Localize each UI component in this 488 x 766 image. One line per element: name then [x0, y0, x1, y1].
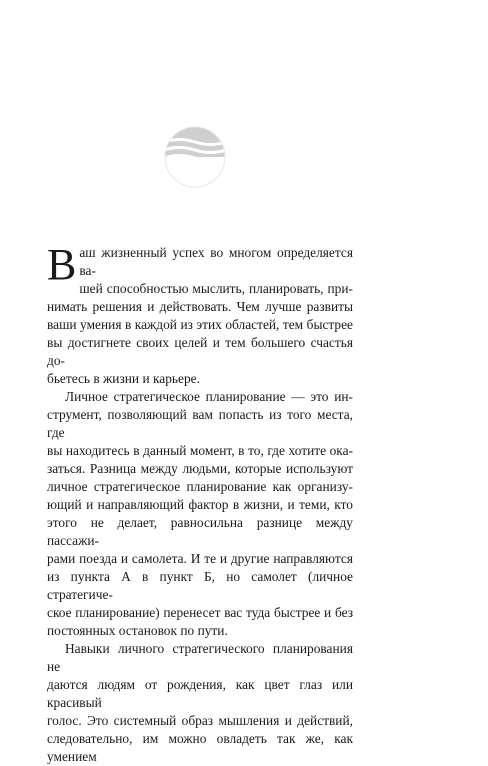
body-text [47, 240, 353, 766]
text-line: голос. Это системный образ мышления и действий, [47, 713, 353, 728]
text-line: личное стратегическое планирование как организу- [47, 479, 353, 494]
text-line: даются людям от рождения, как цвет глаз или красивый [47, 677, 353, 710]
text-line: струмент, позволяющий вам попасть из того места, где [47, 407, 353, 440]
text-line: постоянных остановок по пути. [47, 623, 228, 638]
text-line: аш жизненный успех во многом определяется ва- [79, 245, 353, 278]
text-line: ское планирование) перенесет вас туда быстрее и без [47, 605, 353, 620]
text-line: ваши умения в каждой из этих областей, тем быстрее [47, 317, 353, 332]
paragraph-1 [47, 240, 353, 388]
text-line: следовательно, им можно овладеть так же, как умением [47, 731, 353, 764]
text-line: бьетесь в жизни и карьере. [47, 371, 200, 386]
text-line: Навыки личного стратегического планирования не [47, 641, 353, 674]
drop-cap: В [47, 240, 77, 289]
text-line: рами поезда и самолета. И те и другие направляются [47, 551, 353, 566]
text-line: заться. Разница между людьми, которые используют [47, 461, 353, 476]
text-line: вы достигнете своих целей и тем большего счастья до- [47, 335, 353, 368]
paragraph-2 [47, 388, 353, 640]
wave-circle-icon [164, 126, 226, 188]
text-line: этого не делает, равносильна разнице между пассажи- [47, 515, 353, 548]
text-line: Личное стратегическое планирование — это ин- [65, 389, 353, 404]
text-line: ющий и направляющий фактор в жизни, и теми, кто [47, 497, 353, 512]
paragraph-3 [47, 640, 353, 766]
text-line: из пункта А в пункт Б, но самолет (личное стратегиче- [47, 569, 353, 602]
text-line: шей способностью мыслить, планировать, при- [79, 281, 353, 296]
text-line: нимать решения и действовать. Чем лучше развиты [47, 299, 353, 314]
text-line: вы находитесь в данный момент, в то, где хотите ока- [47, 443, 353, 458]
